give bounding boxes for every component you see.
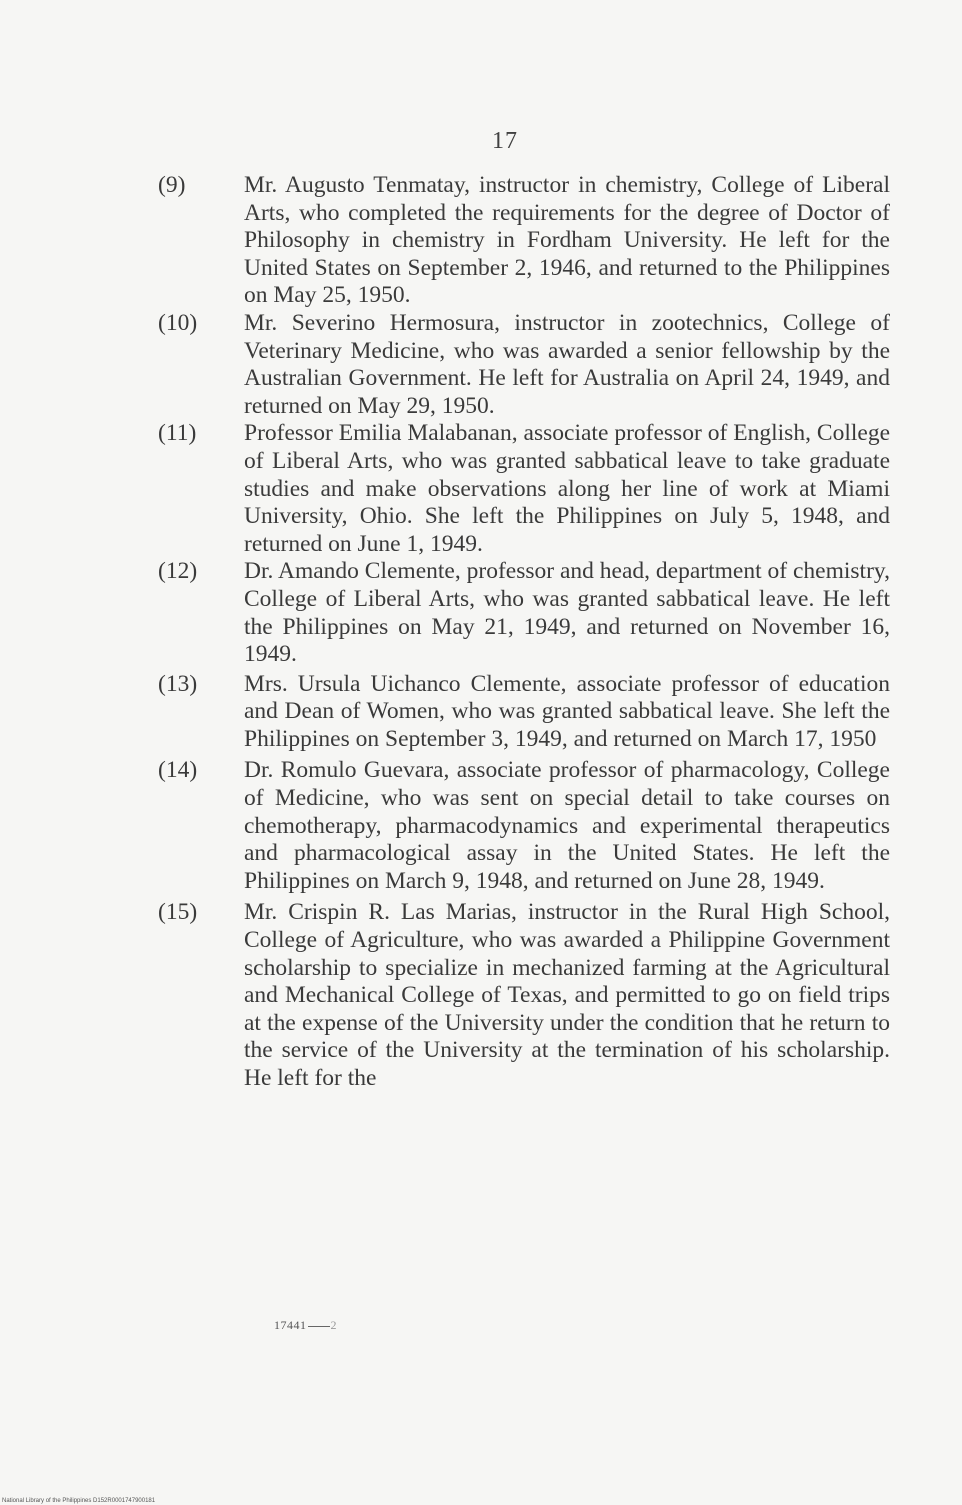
entry-text: Mrs. Ursula Uichanco Clemente, associate professor of education and Dean of Women, who was granted sabbatical leave. She left the Philippines on September 3, 1949, and returned on March 17, 1950 <box>244 670 890 752</box>
entry-text: Dr. Romulo Guevara, associate professor of pharmacology, College of Medicine, who was sent on special detail to take courses on chemotherapy, pharmacodynamics and experimental therapeutics and pharmacological assay in the United States. He left the Philippines on March 9, 1948, and returned on June 28, 1949. <box>244 757 890 894</box>
entry-number: (12) <box>158 558 198 585</box>
entry-number: (13) <box>158 670 198 697</box>
entry-list <box>158 172 890 1093</box>
entry-text: Professor Emilia Malabanan, associate professor of English, College of Liberal Arts, who was granted sabbatical leave to take graduate studies and make observations along her line of work at Miami University, Ohio. She left the Philippines on July 5, 1948, and returned on June 1, 1949. <box>244 420 890 557</box>
list-item <box>158 671 890 754</box>
footer-dash <box>308 1326 330 1327</box>
entry-number: (11) <box>158 420 197 447</box>
footer-code-number: 17441 <box>274 1318 307 1332</box>
entry-number: (14) <box>158 757 198 784</box>
entry-number: (9) <box>158 172 186 198</box>
entry-text: Mr. Crispin R. Las Marias, instructor in the Rural High School, College of Agriculture, who was awarded a Philippine Government scholarship to specialize in mechanized farming at the Agricultural and Mechanical College of Texas, and permitted to go on field trips at the expense of the University under the condition that he return to the service of the University at the termination of his scholarship. He left for the <box>244 899 890 1091</box>
list-item <box>158 172 890 310</box>
list-item <box>158 757 890 895</box>
list-item <box>158 420 890 558</box>
entry-text: Dr. Amando Clemente, professor and head, department of chemistry, College of Liberal Arts, who was granted sabbatical leave. He left the Philippines on May 21, 1949, and returned on November 16, 1949. <box>244 558 890 668</box>
list-item <box>158 899 890 1092</box>
entry-number: (15) <box>158 899 198 926</box>
signature-mark <box>274 1318 337 1333</box>
entry-text: Mr. Severino Hermosura, instructor in zootechnics, College of Veterinary Medicine, who was awarded a senior fellowship by the Australian Government. He left for Australia on April 24, 1949, and returned on May 29, 1950. <box>244 309 890 419</box>
list-item <box>158 310 890 420</box>
list-item <box>158 558 890 668</box>
footer-signature-number: 2 <box>330 1318 337 1332</box>
entry-number: (10) <box>158 309 198 336</box>
entry-text: Mr. Augusto Tenmatay, instructor in chemistry, College of Liberal Arts, who completed the requirements for the degree of Doctor of Philosophy in chemistry in Fordham University. He left for the United States on September 2, 1946, and returned to the Philippines on May 25, 1950. <box>244 172 890 309</box>
page-number: 17 <box>492 128 518 154</box>
scan-credit: National Library of the Philippines D152R0001747900181 <box>2 1498 156 1504</box>
